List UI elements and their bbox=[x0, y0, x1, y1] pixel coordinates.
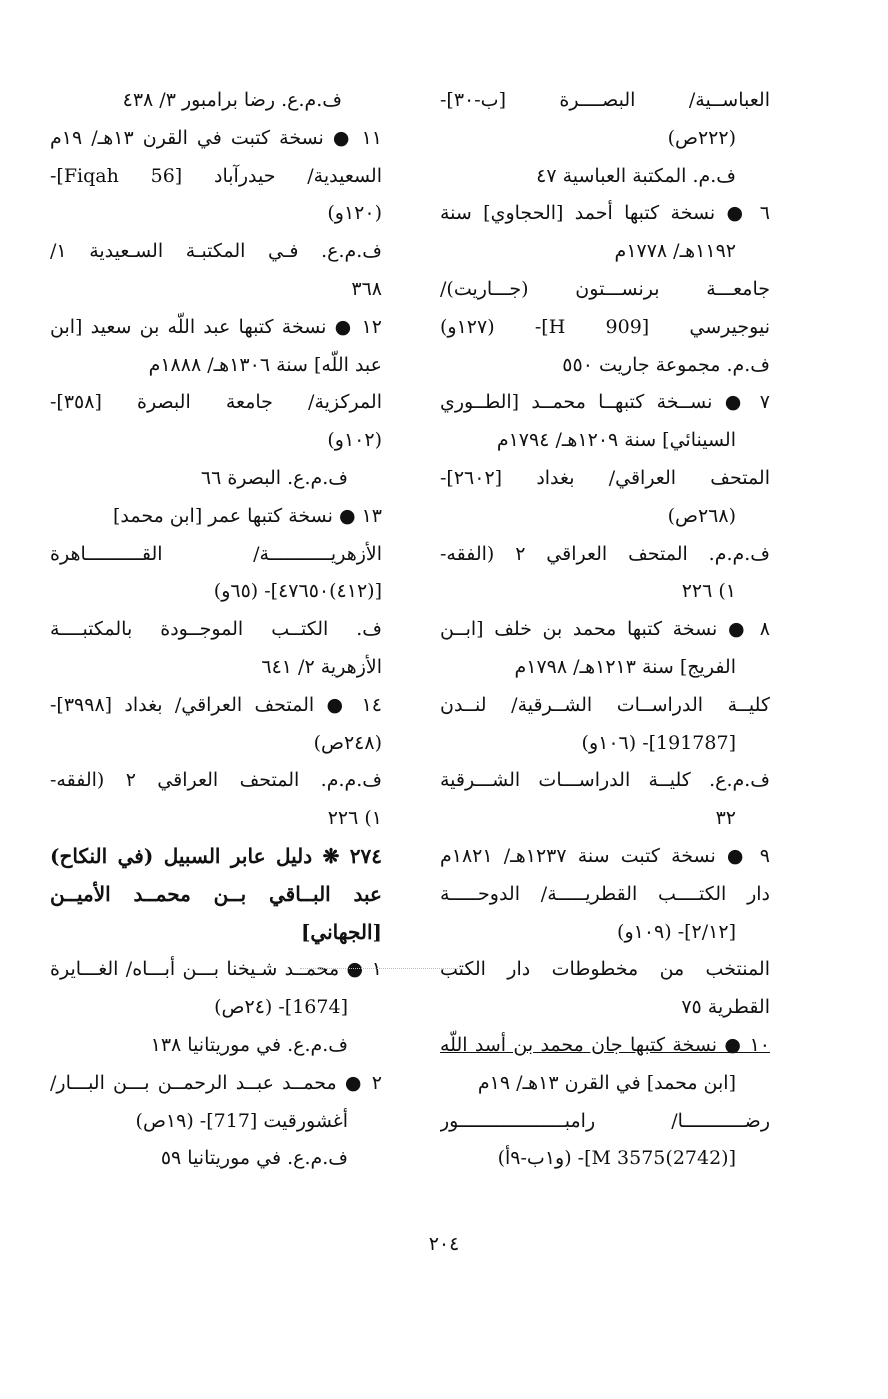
text-line: رضـــــــــــا/ رامبـــــــــــــــــــور bbox=[440, 1109, 770, 1132]
text-line: [191787]- (١٠٦و) bbox=[581, 731, 736, 754]
text-line: دار الكتــــب القطريـــــة/ الدوحـــــة bbox=[440, 882, 770, 905]
text-line: [(٤١٢)٤٧٦٥٠]- (٦٥و) bbox=[213, 580, 382, 603]
entry-heading-line: ٢٧٤ ❋ دليل عابر السبيل (في النكاح) bbox=[50, 843, 382, 868]
text-line: ف. الكتــب الموجــودة بالمكتبــــة bbox=[50, 618, 382, 641]
text-line: ف.م.ع. في موريتانيا ١٣٨ bbox=[150, 1033, 348, 1056]
text-line: ١ ● محمــد شـيخنا بـــن أبـــاه/ الغـــايرة bbox=[50, 958, 382, 981]
text-line: الأزهرية ٢/ ٦٤١ bbox=[261, 655, 382, 678]
text-line: ١٣ ● نسخة كتبها عمر [ابن محمد] bbox=[112, 504, 382, 527]
text-line: ١) ٢٢٦ bbox=[327, 807, 382, 830]
text-line: ف.م.ع. رضا برامبور ٣/ ٤٣٨ bbox=[122, 89, 342, 111]
right-column bbox=[440, 82, 770, 1178]
text-line: ف.م.م. المتحف العراقي ٢ (الفقه- bbox=[50, 769, 382, 792]
text-line: ١١٩٢هـ/ ١٧٧٨م bbox=[614, 240, 736, 263]
text-line: [٢/١٢]- (١٠٩و) bbox=[617, 920, 736, 943]
text-line: ٦ ● نسخة كتبها أحمد [الحجاوي] سنة bbox=[440, 202, 770, 225]
text-line: الأزهريـــــــــــة/ القــــــــــاهرة bbox=[50, 542, 382, 565]
text-line: القطرية ٧٥ bbox=[681, 996, 770, 1019]
text-line: المتحف العراقي/ بغداد [٢٦٠٢]- bbox=[440, 466, 770, 489]
text-line: المركزية/ جامعة البصرة [٣٥٨]- bbox=[50, 391, 382, 414]
text-line: السعيدية/ حيدرآباد [Fiqah 56]- bbox=[50, 164, 382, 187]
text-line: ١٠ ● نسخة كتبها جان محمد بن أسد اللّه bbox=[440, 1033, 770, 1056]
text-line: ١١ ● نسخة كتبت في القرن ١٣هـ/ ١٩م bbox=[50, 126, 382, 149]
text-line: السينائي] سنة ١٢٠٩هـ/ ١٧٩٤م bbox=[496, 429, 736, 452]
text-line: ٨ ● نسخة كتبها محمد بن خلف [ابــن bbox=[440, 618, 770, 641]
text-line: [(2742)3575 M]- (و١ب-٩أ) bbox=[497, 1147, 736, 1170]
text-line: ٣٦٨ bbox=[351, 277, 382, 300]
text-line: ٩ ● نسخة كتبت سنة ١٢٣٧هـ/ ١٨٢١م bbox=[440, 844, 770, 867]
text-line: نيوجيرسي [909 H]- (١٢٧و) bbox=[440, 315, 770, 338]
text-line: ف.م.ع. في موريتانيا ٥٩ bbox=[160, 1147, 348, 1170]
left-column bbox=[50, 82, 382, 1178]
text-line: [ابن محمد] في القرن ١٣هـ/ ١٩م bbox=[477, 1071, 736, 1094]
entry-heading-line: [الجهاني] bbox=[300, 919, 382, 944]
text-line: (١٠٢و) bbox=[327, 429, 382, 452]
text-line: ف.م.ع. كليــة الدراســـات الشـــرقية bbox=[440, 769, 770, 792]
text-line: ٢ ● محمــد عبــد الرحمــن بـــن البـــار/ bbox=[50, 1071, 382, 1094]
text-line: العباســية/ البصــــرة [ب-٣٠]- bbox=[440, 89, 770, 111]
text-line: عبد اللّه] سنة ١٣٠٦هـ/ ١٨٨٨م bbox=[148, 353, 382, 376]
text-line: (٢٢٢ص) bbox=[667, 126, 736, 149]
text-line: أغشورقيت [717]- (١٩ص) bbox=[135, 1109, 348, 1132]
text-line: (٢٤٨ص) bbox=[313, 731, 382, 754]
entry-heading-line: عبد البــاقي بــن محمــد الأميــن bbox=[50, 881, 382, 906]
text-line: ف.م.ع. فـي المكتبـة السـعيدية ١/ bbox=[50, 240, 382, 263]
text-line: ٣٢ bbox=[715, 807, 736, 830]
text-line: ف.م. المكتبة العباسية ٤٧ bbox=[536, 164, 736, 187]
text-line: كليــة الدراســات الشــرقية/ لنــدن bbox=[440, 693, 770, 716]
text-line: [1674]- (٢٤ص) bbox=[214, 996, 348, 1019]
page-number: ٢٠٤ bbox=[428, 1233, 460, 1255]
text-line: (١٢٠و) bbox=[327, 202, 382, 225]
text-line: الفريج] سنة ١٢١٣هـ/ ١٧٩٨م bbox=[514, 655, 736, 678]
text-line: ف.م.م. المتحف العراقي ٢ (الفقه- bbox=[440, 542, 770, 565]
text-line: ف.م. مجموعة جاريت ٥٥٠ bbox=[562, 353, 770, 376]
text-line: (٢٦٨ص) bbox=[667, 504, 736, 527]
text-line: ١) ٢٢٦ bbox=[681, 580, 736, 603]
text-line: ١٢ ● نسخة كتبها عبد اللّه بن سعيد [ابن bbox=[50, 315, 382, 338]
text-line: المنتخب من مخطوطات دار الكتب bbox=[440, 958, 770, 981]
text-line: ٧ ● نســخة كتبهــا محمــد [الطــوري bbox=[440, 391, 770, 414]
text-line: ١٤ ● المتحف العراقي/ بغداد [٣٩٩٨]- bbox=[50, 693, 382, 716]
text-line: ف.م.ع. البصرة ٦٦ bbox=[200, 466, 348, 489]
text-line: جامعـــة برنســـتون (جـــاريت)/ bbox=[440, 277, 770, 300]
dotted-divider bbox=[300, 968, 460, 969]
